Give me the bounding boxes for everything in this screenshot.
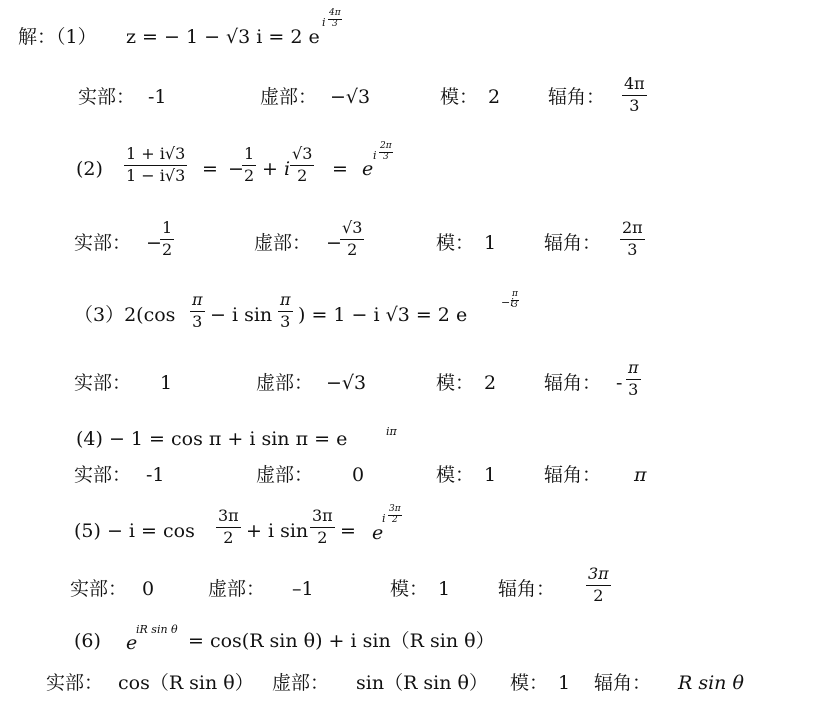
problem-5-eq: = bbox=[340, 520, 356, 542]
r1-imag-label: 虚部： bbox=[260, 86, 318, 108]
problem-2-prefix: (2) bbox=[76, 158, 103, 180]
r6-mod-value: 1 bbox=[558, 672, 571, 694]
den: 2 bbox=[162, 239, 173, 259]
den: 2 bbox=[297, 165, 308, 185]
problem-2-exponent-fraction bbox=[379, 142, 393, 162]
r3-imag-value: −√3 bbox=[326, 372, 367, 394]
den: 3 bbox=[627, 239, 638, 259]
num: 1 bbox=[160, 220, 174, 240]
num: π bbox=[278, 292, 293, 312]
r2-arg-fraction bbox=[620, 220, 645, 259]
r5-mod-value: 1 bbox=[438, 578, 451, 600]
r5-imag-value: –1 bbox=[292, 578, 314, 600]
r6-arg-value: R sin θ bbox=[678, 672, 744, 694]
r3-arg-fraction bbox=[626, 360, 641, 399]
r6-mod-label: 模： bbox=[510, 672, 549, 694]
problem-2-minus: − bbox=[228, 158, 244, 180]
problem-5-exponent-fraction bbox=[388, 505, 402, 525]
r2-real-label: 实部： bbox=[74, 232, 132, 254]
problem-6-exponent: iR sin θ bbox=[136, 623, 178, 636]
r1-arg-label: 辐角： bbox=[548, 86, 606, 108]
den: 2 bbox=[223, 527, 234, 547]
r2-mod-label: 模： bbox=[436, 232, 475, 254]
problem-1-exponent-i: i bbox=[322, 16, 326, 29]
r3-mod-label: 模： bbox=[436, 372, 475, 394]
problem-1-exponent-fraction bbox=[328, 9, 342, 29]
problem-3-exponent-fraction bbox=[511, 290, 519, 310]
problem-3-rest: ) = 1 − i √3 = 2 e bbox=[298, 304, 468, 326]
problem-1-prefix: 解：（1） bbox=[18, 26, 97, 48]
problem-5-mid: + i sin bbox=[246, 520, 309, 542]
r4-arg-value: π bbox=[634, 464, 647, 486]
exp-den: 3 bbox=[512, 300, 518, 310]
num: π bbox=[626, 360, 641, 380]
r4-real-label: 实部： bbox=[74, 464, 132, 486]
r3-imag-label: 虚部： bbox=[256, 372, 314, 394]
r2-imag-sign: − bbox=[326, 232, 342, 254]
problem-2-fraction-1 bbox=[124, 146, 187, 185]
r6-real-value: cos（R sin θ） bbox=[118, 672, 254, 694]
exp-den: 3 bbox=[331, 19, 338, 29]
problem-3-fraction-2 bbox=[278, 292, 293, 331]
num: 3π bbox=[586, 566, 611, 586]
r3-arg-label: 辐角： bbox=[544, 372, 602, 394]
exp-den: 3 bbox=[382, 152, 389, 162]
r2-arg-label: 辐角： bbox=[544, 232, 602, 254]
r2-imag-fraction bbox=[340, 220, 364, 259]
problem-5-exponent-i: i bbox=[382, 512, 386, 525]
r4-arg-label: 辐角： bbox=[544, 464, 602, 486]
problem-2-fraction-3 bbox=[290, 146, 314, 185]
problem-2-eq2: = bbox=[332, 158, 348, 180]
exp-num: 3π bbox=[389, 504, 401, 514]
problem-3-exponent-i: −i bbox=[501, 296, 514, 309]
problem-3-fraction-1 bbox=[190, 292, 205, 331]
r1-arg-fraction bbox=[622, 76, 647, 115]
r4-mod-value: 1 bbox=[484, 464, 497, 486]
problem-4-exponent: iπ bbox=[386, 425, 397, 438]
problem-2-plus-i: + i bbox=[262, 158, 291, 180]
num: 1 bbox=[242, 146, 256, 166]
r1-mod-label: 模： bbox=[440, 86, 479, 108]
den: 3 bbox=[628, 379, 639, 399]
problem-3-mid: − i sin bbox=[210, 304, 273, 326]
r3-real-value: 1 bbox=[160, 372, 173, 394]
den: 2 bbox=[347, 239, 358, 259]
problem-2-eq1: = bbox=[202, 158, 218, 180]
r1-imag-value: −√3 bbox=[330, 86, 371, 108]
r5-mod-label: 模： bbox=[390, 578, 429, 600]
problem-5-prefix: (5) − i = cos bbox=[74, 520, 195, 542]
exp-num: 4π bbox=[329, 8, 341, 18]
den: 1 − i√3 bbox=[126, 165, 186, 185]
r3-real-label: 实部： bbox=[74, 372, 132, 394]
num: √3 bbox=[340, 220, 364, 240]
r2-mod-value: 1 bbox=[484, 232, 497, 254]
r5-arg-fraction bbox=[586, 566, 611, 605]
r6-real-label: 实部： bbox=[46, 672, 104, 694]
r1-mod-value: 2 bbox=[488, 86, 501, 108]
problem-6-prefix: (6) bbox=[74, 630, 101, 652]
r4-real-value: -1 bbox=[146, 464, 165, 486]
problem-5-e: e bbox=[372, 522, 384, 544]
r4-imag-value: 0 bbox=[352, 464, 365, 486]
r5-real-value: 0 bbox=[142, 578, 155, 600]
problem-5-fraction-1 bbox=[216, 508, 241, 547]
exp-num: 2π bbox=[380, 141, 392, 151]
exp-den: 2 bbox=[391, 515, 398, 525]
r3-arg-sign: - bbox=[616, 372, 623, 394]
r4-imag-label: 虚部： bbox=[256, 464, 314, 486]
den: 2 bbox=[244, 165, 255, 185]
problem-5-fraction-2 bbox=[310, 508, 335, 547]
den: 3 bbox=[629, 95, 640, 115]
problem-2-half bbox=[242, 146, 256, 185]
num: √3 bbox=[290, 146, 314, 166]
r2-real-sign: − bbox=[146, 232, 162, 254]
r5-arg-label: 辐角： bbox=[498, 578, 556, 600]
problem-4-expression: (4) − 1 = cos π + i sin π = e bbox=[76, 428, 348, 450]
problem-1-expression: z = − 1 − √3 i = 2 e bbox=[126, 26, 320, 48]
num: 4π bbox=[622, 76, 647, 96]
num: 1 + i√3 bbox=[124, 146, 187, 166]
den: 2 bbox=[593, 585, 604, 605]
r6-arg-label: 辐角： bbox=[594, 672, 652, 694]
r6-imag-value: sin（R sin θ） bbox=[356, 672, 488, 694]
num: 3π bbox=[310, 508, 335, 528]
r2-imag-label: 虚部： bbox=[254, 232, 312, 254]
r5-real-label: 实部： bbox=[70, 578, 128, 600]
num: 3π bbox=[216, 508, 241, 528]
problem-3-prefix: （3）2(cos bbox=[74, 304, 176, 326]
problem-2-exponent-i: i bbox=[373, 149, 377, 162]
den: 2 bbox=[317, 527, 328, 547]
r3-mod-value: 2 bbox=[484, 372, 497, 394]
problem-6-e: e bbox=[126, 632, 138, 654]
r1-real-label: 实部： bbox=[78, 86, 136, 108]
den: 3 bbox=[280, 311, 291, 331]
r6-imag-label: 虚部： bbox=[272, 672, 330, 694]
r2-real-fraction bbox=[160, 220, 174, 259]
exp-num: π bbox=[512, 289, 518, 299]
problem-6-expression: = cos(R sin θ) + i sin（R sin θ） bbox=[188, 630, 495, 652]
num: π bbox=[190, 292, 205, 312]
den: 3 bbox=[192, 311, 203, 331]
r1-real-value: -1 bbox=[148, 86, 167, 108]
problem-2-e: e bbox=[362, 158, 374, 180]
r4-mod-label: 模： bbox=[436, 464, 475, 486]
num: 2π bbox=[620, 220, 645, 240]
r5-imag-label: 虚部： bbox=[208, 578, 266, 600]
